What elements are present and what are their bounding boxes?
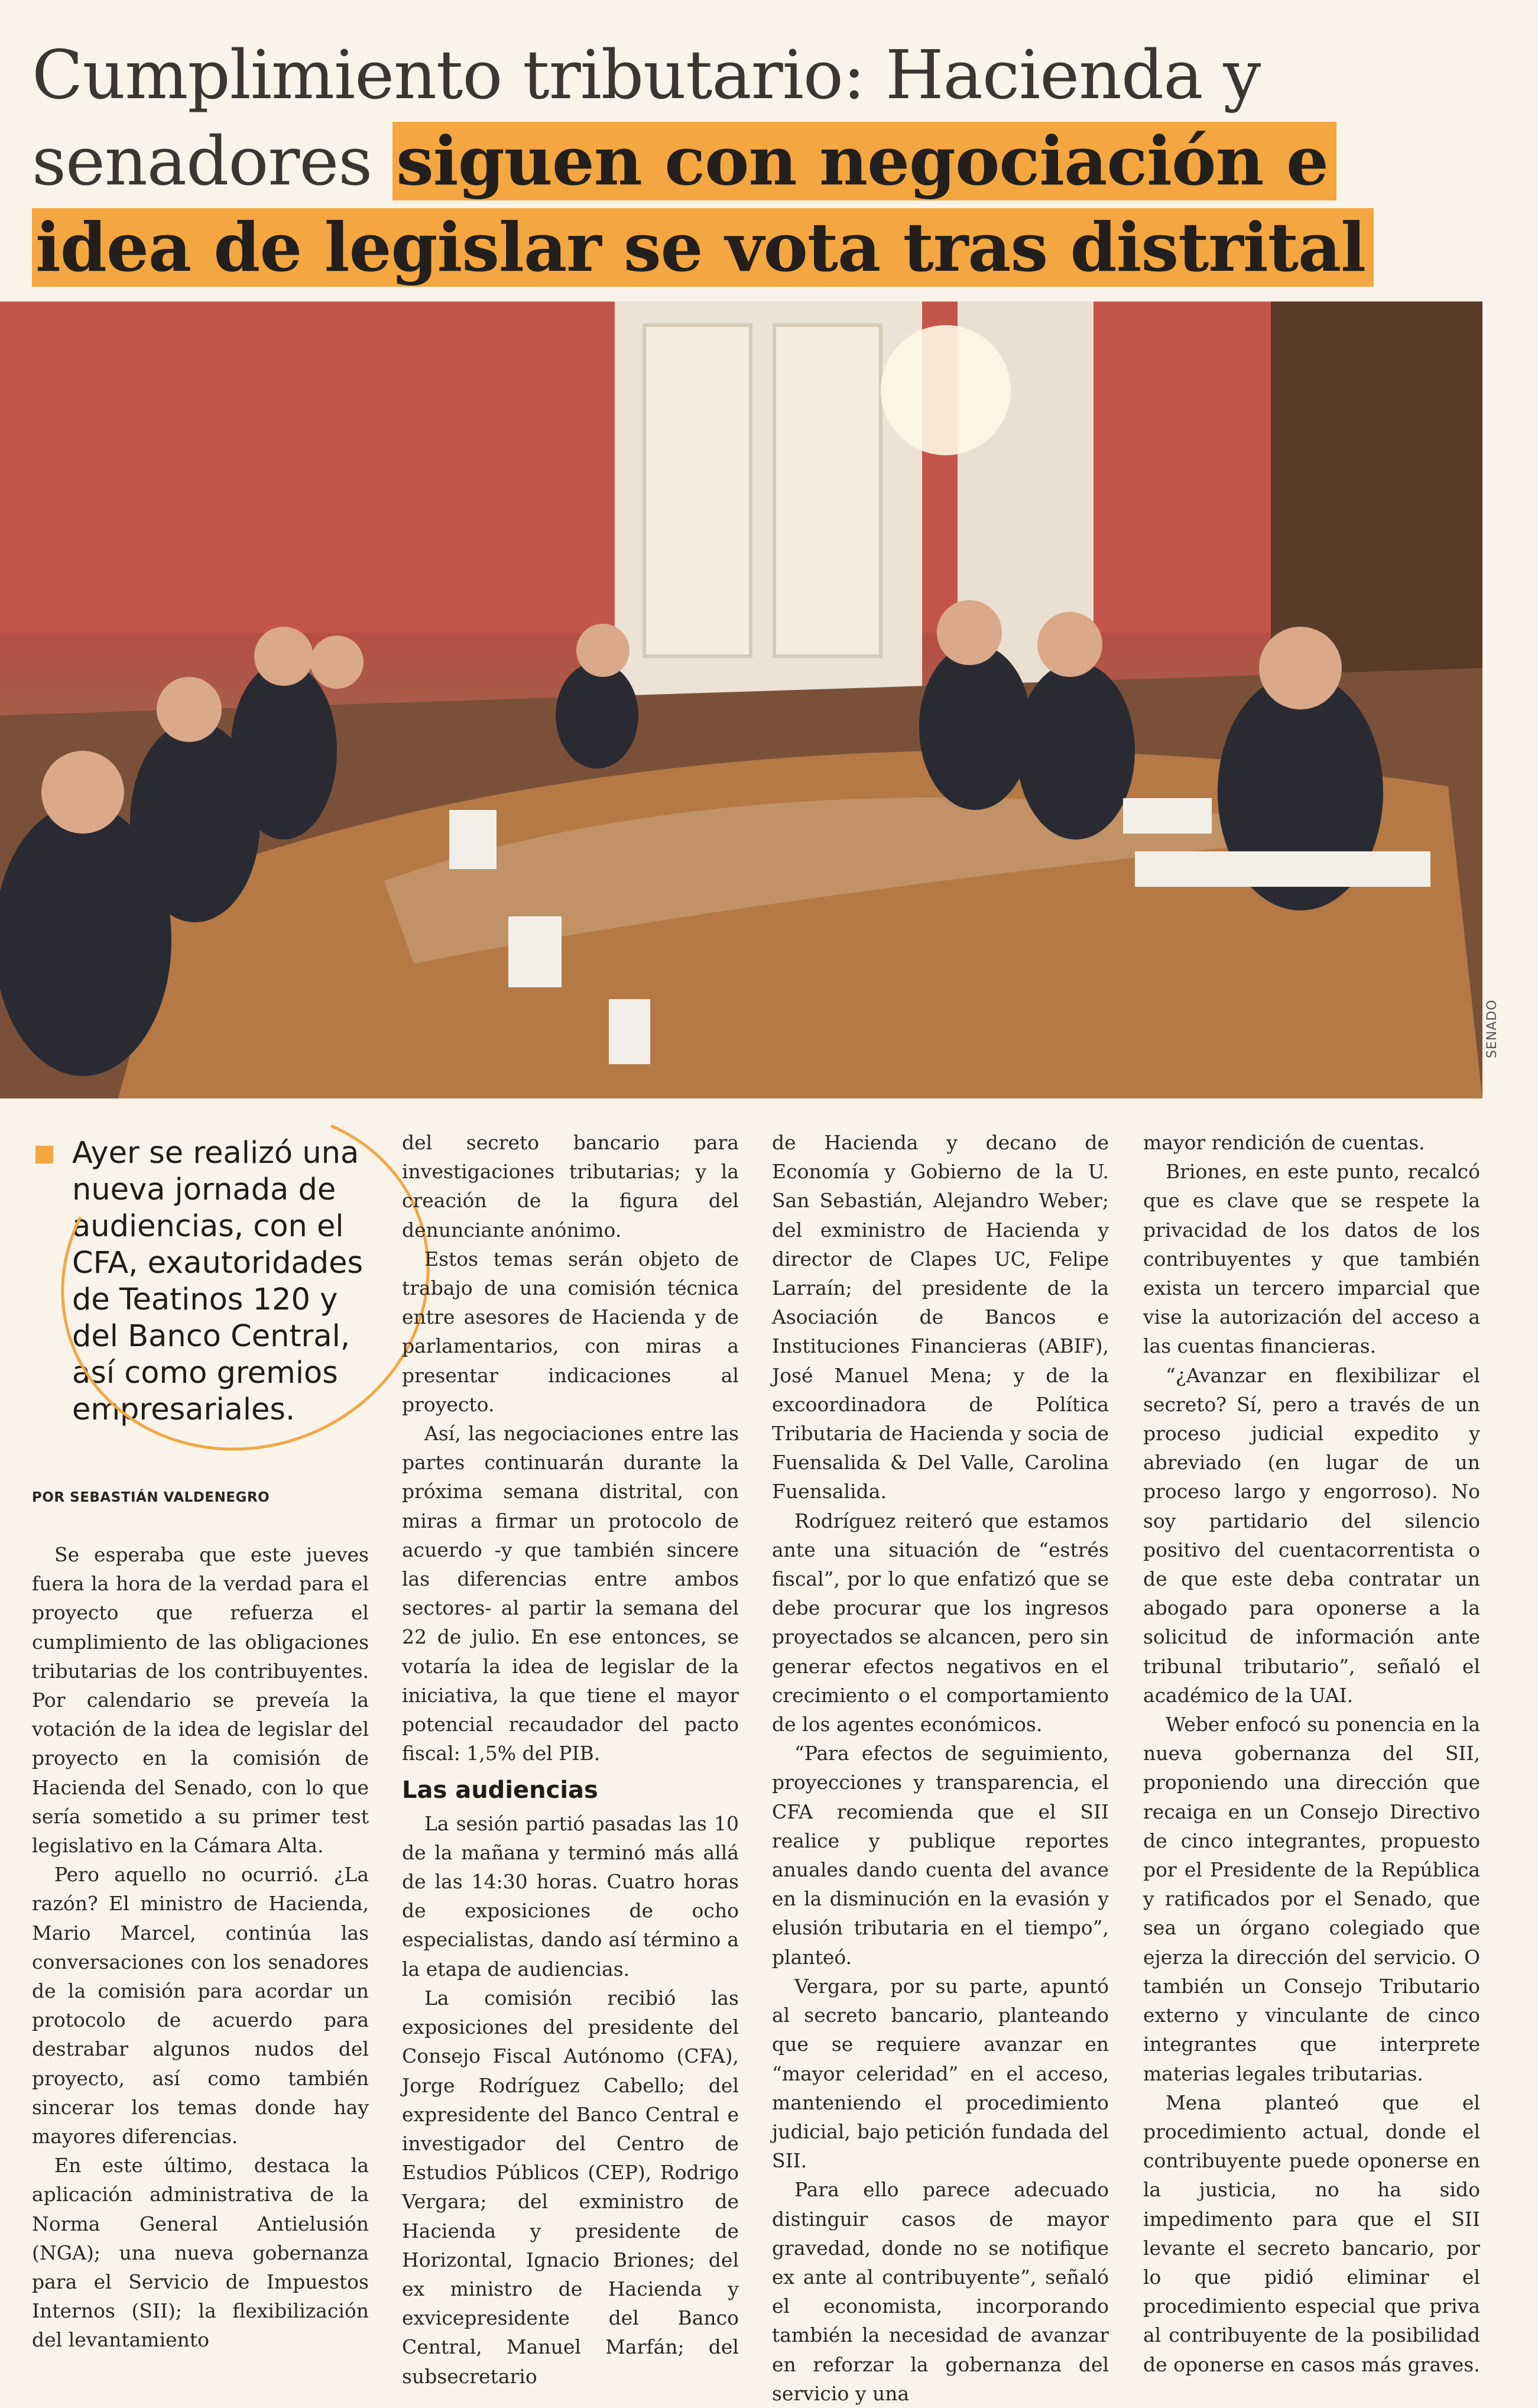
paragraph: Así, las negociaciones entre las partes continuarán durante la próxima semana distrital, con miras a firmar un protocolo de acuerdo -y que también sincere las diferencias entre ambos sectores- al partir la semana del 22 de julio. En ese entonces, se votaría la idea de legislar de la iniciativa, la que tiene el mayor potencial recaudador del pacto fiscal: 1,5% del PIB.	[402, 1422, 739, 1765]
headline-line-1: Cumplimiento tributario: Hacienda y	[32, 36, 1261, 114]
paragraph: La sesión partió pasadas las 10 de la mañana y terminó más allá de las 14:30 horas. Cuatro horas de exposiciones de ocho especialistas, dando así término a la etapa de audiencias.	[402, 1811, 739, 1981]
paragraph: La comisión recibió las exposiciones del presidente del Consejo Fiscal Autónomo (CFA), Jorge Rodríguez Cabello; del expresidente del Banco Central e investigador del Centro de Estudios Públicos (CEP), Rodrigo Vergara; del exministro de Hacienda y presidente de Horizontal, Ignacio Briones; del ex ministro de Hacienda y exvicepresidente del Banco Central, Manuel Marfán; del subsecretario	[402, 1986, 739, 2388]
paragraph: mayor rendición de cuentas.	[1143, 1131, 1425, 1154]
headline-line-2	[32, 118, 1510, 205]
paragraph: Vergara, por su parte, apuntó al secreto bancario, planteando que se requiere avanzar en “mayor celeridad” en el acceso, manteniendo el procedimiento judicial, bajo petición fundada del SII.	[772, 1974, 1109, 2173]
paragraph: Estos temas serán objeto de trabajo de una comisión técnica entre asesores de Hacienda y de parlamentarios, con miras a presentar indicaciones al proyecto.	[402, 1247, 739, 1416]
headline-line-3	[32, 205, 1510, 291]
byline: POR SEBASTIÁN VALDENEGRO	[32, 1490, 270, 1505]
paragraph: “Para efectos de seguimiento, proyecciones y transparencia, el CFA recomienda que el SII realice y publique reportes anuales dando cuenta del avance en la disminución en la evasión y elusión tributaria en el tiempo”, planteó.	[772, 1742, 1109, 1969]
hearing-photo-illustration	[0, 302, 1482, 1098]
photo-credit: SENADO	[1485, 999, 1500, 1058]
headline-line-2-plain: senadores	[32, 122, 393, 200]
subheading: Las audiencias	[402, 1777, 598, 1804]
paragraph: Para ello parece adecuado distinguir casos de mayor gravedad, donde no se notifique ex ante al contribuyente”, señaló el economista, incorporando también la necesidad de avanzar en reforzar la gobernanza del servicio y una	[772, 2178, 1109, 2405]
lead-bullet-square	[35, 1146, 53, 1164]
lead-box	[35, 1135, 390, 1428]
paragraph: de Hacienda y decano de Economía y Gobierno de la U. San Sebastián, Alejandro Weber; del exministro de Hacienda y director de Clapes UC, Felipe Larraín; del presidente de la Asociación de Bancos e Instituciones Financieras (ABIF), José Manuel Mena; y de la excoordinadora de Política Tributaria de Hacienda y socia de Fuensalida & Del Valle, Carolina Fuensalida.	[772, 1131, 1109, 1503]
hearing-photo	[0, 302, 1482, 1098]
column-2	[402, 1128, 739, 2391]
paragraph: Pero aquello no ocurrió. ¿La razón? El ministro de Hacienda, Mario Marcel, continúa las conversaciones con los senadores de la comisión para acordar un protocolo de acuerdo para destrabar algunos nudos del proyecto, así como también sincerar los temas donde hay mayores diferencias.	[32, 1863, 369, 2148]
paragraph: Se esperaba que este jueves fuera la hora de la verdad para el proyecto que refuerza el cumplimiento de las obligaciones tributarias de los contribuyentes. Por calendario se preveía la votación de la idea de legislar del proyecto en la comisión de Hacienda del Senado, con lo que sería sometido a su primer test legislativo en la Cámara Alta.	[32, 1543, 369, 1858]
column-1	[32, 1540, 369, 2355]
paragraph: Mena planteó que el procedimiento actual, donde el contribuyente puede oponerse en la justicia, no ha sido impedimento para que el SII levante el secreto bancario, por lo que pidió eliminar el procedimiento especial que priva al contribuyente de la posibilidad de oponerse en casos más graves.	[1143, 2091, 1480, 2376]
paragraph: Weber enfocó su ponencia en la nueva gobernanza del SII, proponiendo una dirección que recaiga en un Consejo Directivo de cinco integrantes, propuesto por el Presidente de la República y ratificados por el Senado, que sea un órgano colegiado que ejerza la dirección del servicio. O también un Consejo Tributario externo y vinculante de cinco integrantes que interprete materias legales tributarias.	[1143, 1713, 1480, 2085]
headline	[32, 33, 1510, 291]
headline-highlight-2: idea de legislar se vota tras distrital	[32, 208, 1374, 287]
paragraph: Briones, en este punto, recalcó que es clave que se respete la privacidad de los datos de los contribuyentes y que también exista un tercero imparcial que vise la autorización del acceso a las cuentas financieras.	[1143, 1160, 1480, 1358]
column-3	[772, 1128, 1109, 2408]
paragraph: En este último, destaca la aplicación administrativa de la Norma General Antielusión (NGA); una nueva gobernanza para el Servicio de Impuestos Internos (SII); la flexibilización del levantamiento	[32, 2154, 369, 2352]
paragraph: “¿Avanzar en flexibilizar el secreto? Sí, pero a través de un proceso judicial expedito y abreviado (en lugar de un proceso largo y engorroso). No soy partidario del silencio positivo del cuentacorrentista o de que este deba contratar un abogado para oponerse a la solicitud de información ante tribunal tributario”, señaló el académico de la UAI.	[1143, 1363, 1480, 1707]
headline-highlight-1: siguen con negociación e	[392, 122, 1336, 200]
paragraph: del secreto bancario para investigaciones tributarias; y la creación de la figura del denunciante anónimo.	[402, 1131, 739, 1242]
paragraph: Rodríguez reiteró que estamos ante una situación de “estrés fiscal”, por lo que enfatizó que se debe procurar que los ingresos proyectados se alcancen, pero sin generar efectos negativos en el crecimiento o el comportamiento de los agentes económicos.	[772, 1509, 1109, 1736]
lead-text: Ayer se realizó una nueva jornada de audiencias, con el CFA, exautoridades de Teatinos 120 y del Banco Central, así como gremios empresariales.	[72, 1136, 364, 1427]
column-4	[1143, 1128, 1480, 2379]
